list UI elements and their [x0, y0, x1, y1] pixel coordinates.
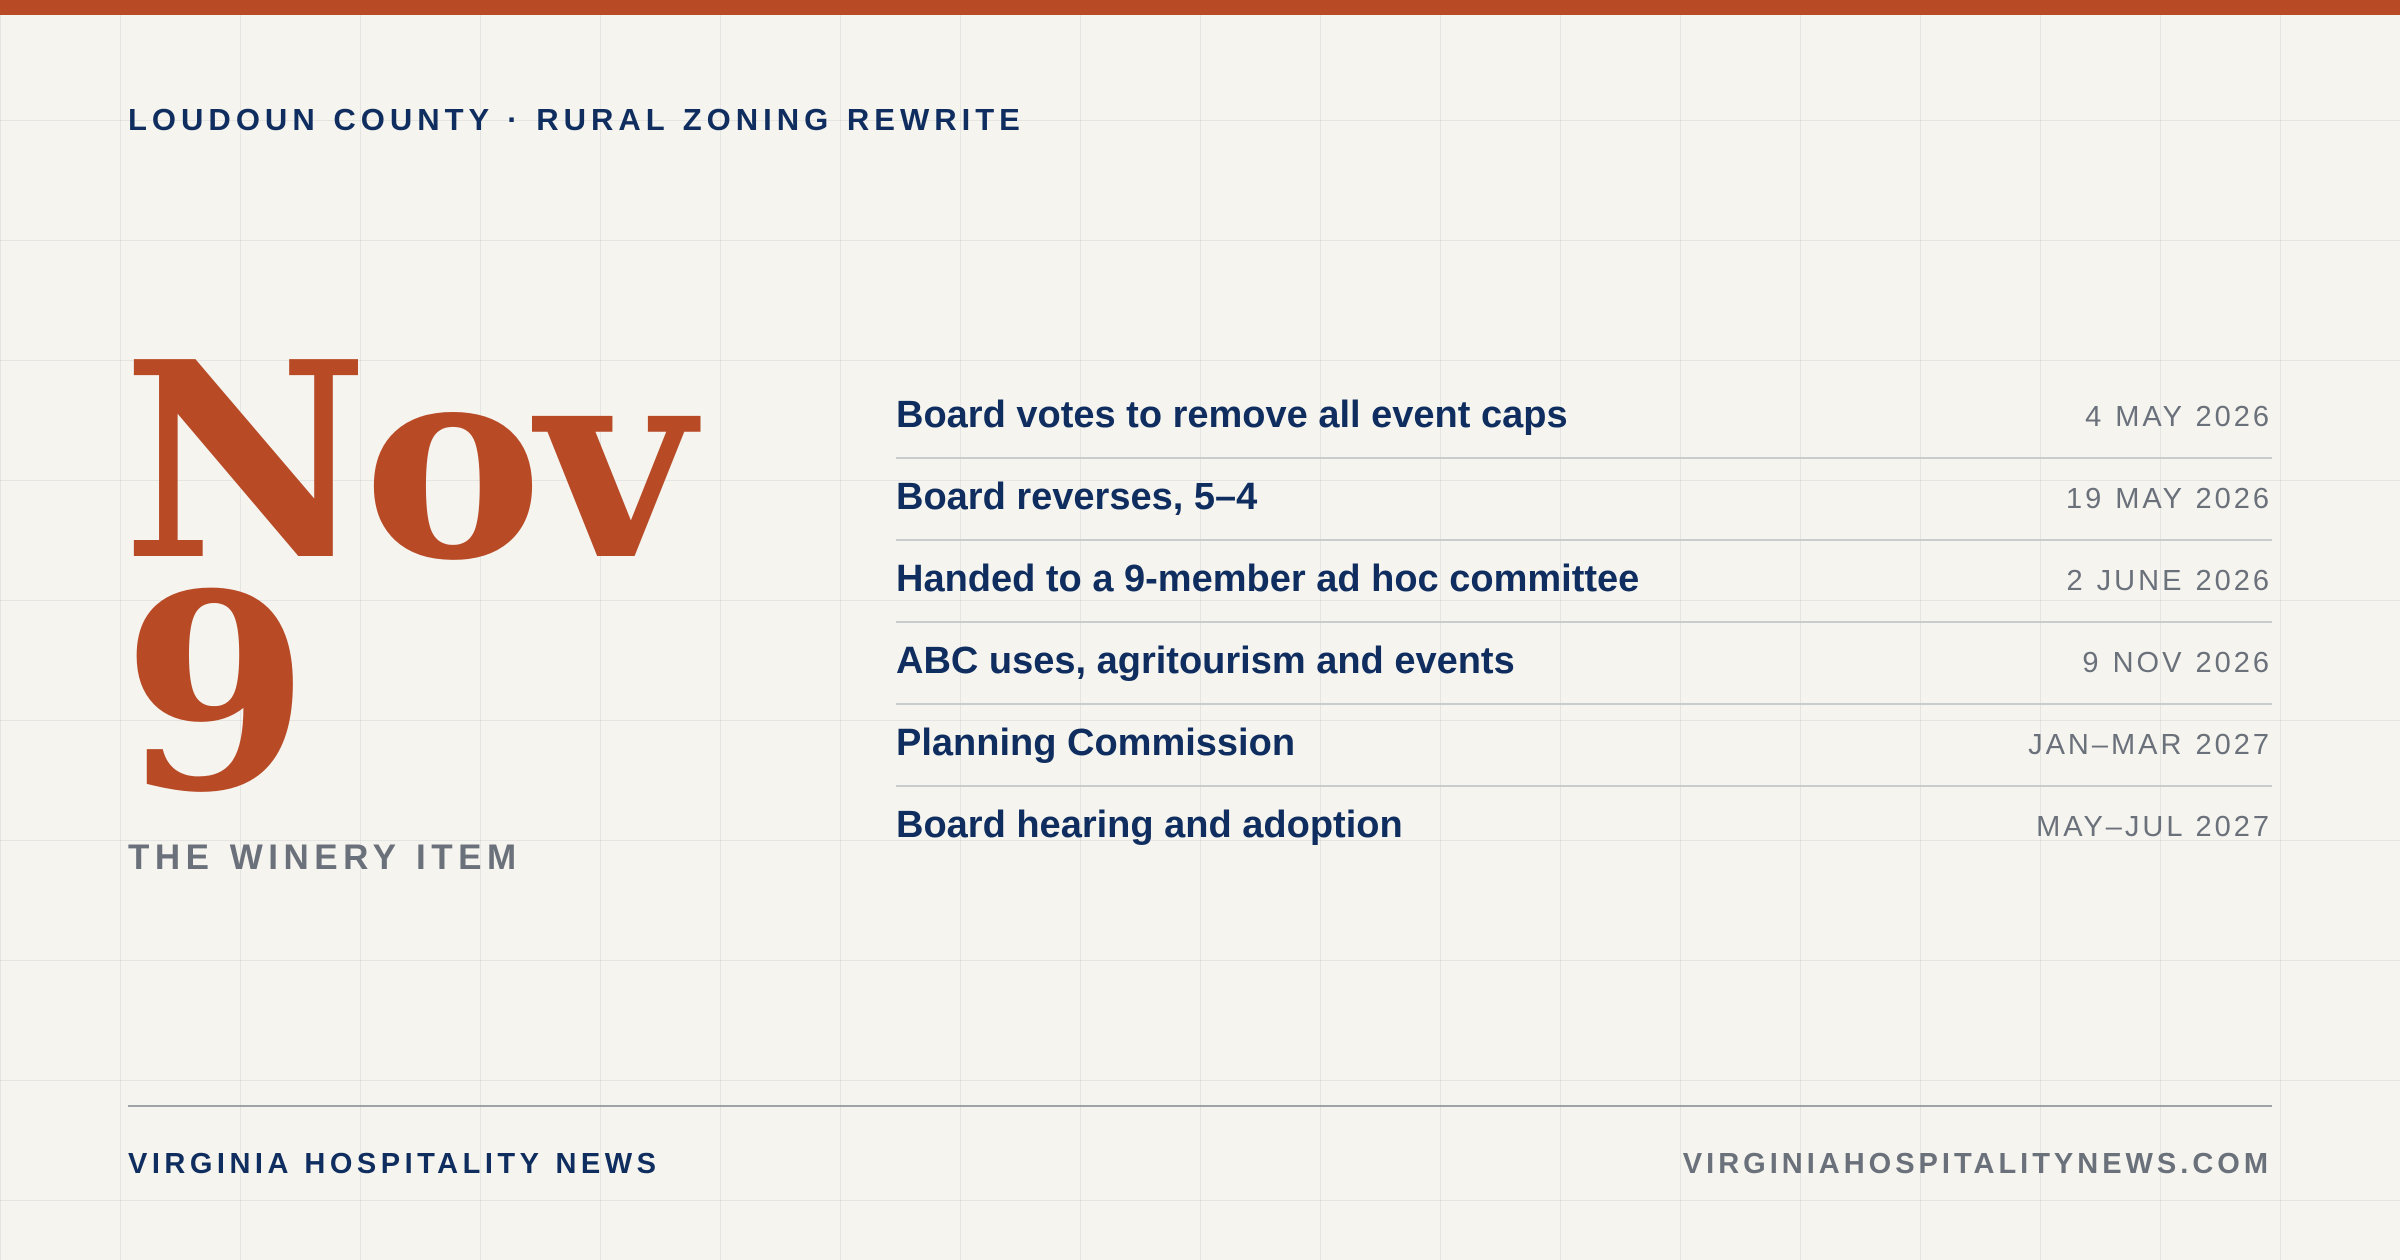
feature-day: 9	[122, 534, 304, 852]
timeline-row	[896, 623, 2272, 705]
timeline-date: MAY–JUL 2027	[2036, 811, 2272, 843]
timeline-event: Planning Commission	[896, 722, 1296, 764]
feature-date	[122, 302, 688, 852]
top-accent-bar	[0, 0, 2400, 15]
kicker-heading: LOUDOUN COUNTY · RURAL ZONING REWRITE	[128, 102, 1025, 137]
timeline-list	[896, 377, 2272, 869]
timeline-date: 4 MAY 2026	[2085, 401, 2272, 433]
timeline-event: Board reverses, 5–4	[896, 476, 1258, 518]
feature-month: Nov	[122, 302, 688, 620]
timeline-date: JAN–MAR 2027	[2028, 729, 2272, 761]
timeline-row	[896, 705, 2272, 787]
timeline-date: 2 JUNE 2026	[2066, 565, 2272, 597]
timeline-event: ABC uses, agritourism and events	[896, 640, 1515, 682]
timeline-row	[896, 459, 2272, 541]
timeline-date: 9 NOV 2026	[2082, 647, 2272, 679]
feature-item-label: THE WINERY ITEM	[128, 838, 522, 877]
timeline-date: 19 MAY 2026	[2065, 483, 2272, 515]
timeline-row	[896, 787, 2272, 869]
publication-name: VIRGINIA HOSPITALITY NEWS	[128, 1148, 661, 1180]
timeline-row	[896, 541, 2272, 623]
timeline-event: Board hearing and adoption	[896, 804, 1403, 846]
timeline-event: Board votes to remove all event caps	[896, 394, 1568, 436]
website-url: VIRGINIAHOSPITALITYNEWS.COM	[1682, 1148, 2272, 1180]
footer-divider	[128, 1105, 2272, 1107]
timeline-event: Handed to a 9-member ad hoc committee	[896, 558, 1640, 600]
timeline-row	[896, 377, 2272, 459]
